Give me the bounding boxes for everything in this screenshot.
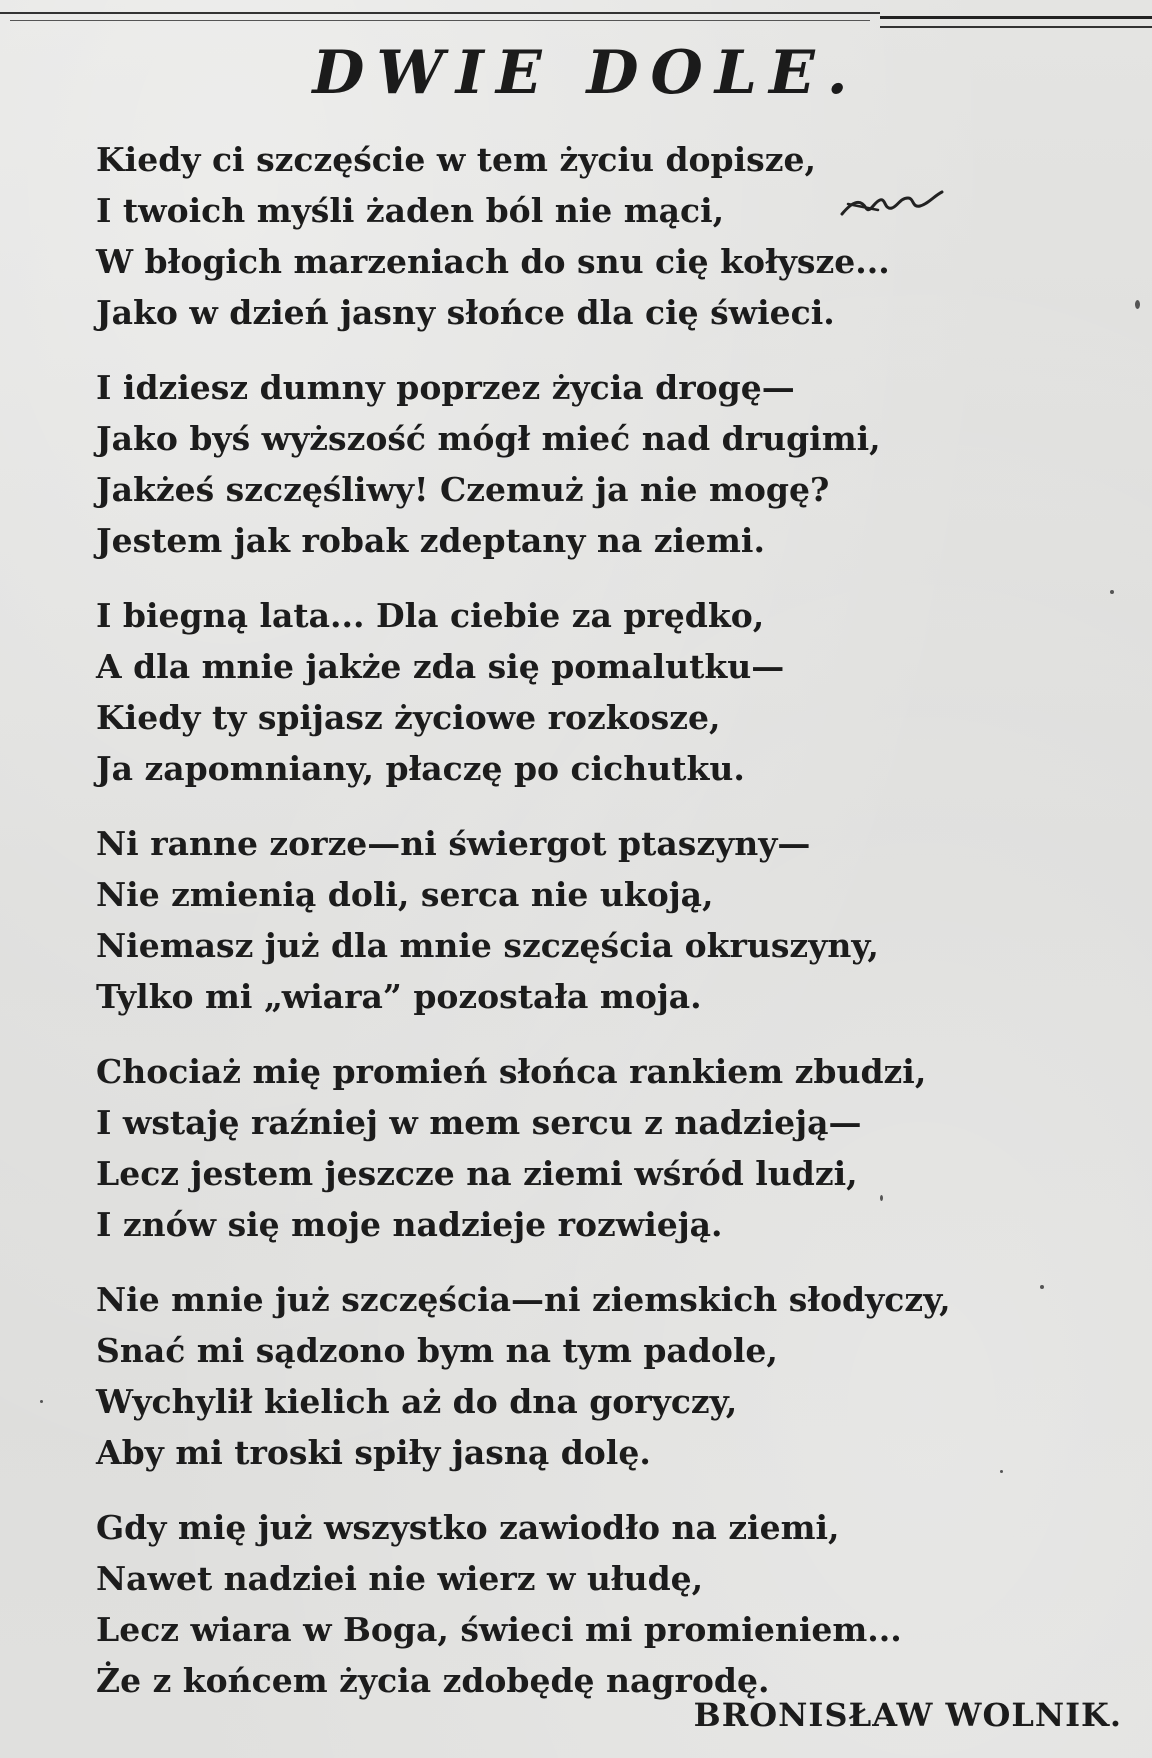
stanza <box>96 1046 1116 1250</box>
stanza <box>96 134 1116 338</box>
poem-line: Że z końcem życia zdobędę nagrodę. <box>96 1661 770 1700</box>
top-rule <box>0 12 880 14</box>
column-rule <box>880 16 1152 19</box>
stanza <box>96 1274 1116 1478</box>
print-speck <box>1040 1285 1044 1289</box>
poem-line: Lecz wiara w Boga, świeci mi promieniem... <box>96 1610 902 1649</box>
poem-line: Ni ranne zorze—ni świergot ptaszyny— <box>96 824 811 863</box>
poem-line: Jestem jak robak zdeptany na ziemi. <box>96 521 765 560</box>
poem-line: Wychylił kielich aż do dna goryczy, <box>96 1382 738 1421</box>
poem-line: Chociaż mię promień słońca rankiem zbudzi, <box>96 1052 927 1091</box>
author-signature: BRONISŁAW WOLNIK. <box>693 1696 1122 1734</box>
poem-line: A dla mnie jakże zda się pomalutku— <box>96 647 785 686</box>
poem-line: W błogich marzeniach do snu cię kołysze... <box>96 242 890 281</box>
poem-line: Nie zmienią doli, serca nie ukoją, <box>96 875 714 914</box>
poem-line: I wstaję raźniej w mem sercu z nadzieją— <box>96 1103 862 1142</box>
poem-line: Ja zapomniany, płaczę po cichutku. <box>96 749 745 788</box>
stanza <box>96 1502 1116 1706</box>
poem-line: Jakżeś szczęśliwy! Czemuż ja nie mogę? <box>96 470 830 509</box>
column-rule-thin <box>880 26 1152 28</box>
poem-line: Nie mnie już szczęścia—ni ziemskich słodyczy, <box>96 1280 951 1319</box>
poem-line: Lecz jestem jeszcze na ziemi wśród ludzi, <box>96 1154 858 1193</box>
poem-title: DWIE DOLE. <box>312 38 860 108</box>
print-speck <box>1110 590 1114 594</box>
print-speck <box>1000 1470 1003 1473</box>
stanza <box>96 590 1116 794</box>
print-speck <box>880 1195 883 1201</box>
poem-line: Snać mi sądzono bym na tym padole, <box>96 1331 778 1370</box>
poem-body <box>96 134 1116 1730</box>
poem-line: Tylko mi „wiara” pozostała moja. <box>96 977 702 1016</box>
poem-line: I znów się moje nadzieje rozwieją. <box>96 1205 723 1244</box>
top-rule-thin <box>10 20 870 21</box>
poem-line: Niemasz już dla mnie szczęścia okruszyny, <box>96 926 879 965</box>
stanza <box>96 818 1116 1022</box>
poem-line: Kiedy ci szczęście w tem życiu dopisze, <box>96 140 816 179</box>
poem-line: I idziesz dumny poprzez życia drogę— <box>96 368 795 407</box>
poem-line: Kiedy ty spijasz życiowe rozkosze, <box>96 698 721 737</box>
poem-line: Nawet nadziei nie wierz w ułudę, <box>96 1559 704 1598</box>
poem-line: Jako w dzień jasny słońce dla cię świeci. <box>96 293 835 332</box>
poem-line: I biegną lata... Dla ciebie za prędko, <box>96 596 765 635</box>
print-speck <box>1135 300 1140 309</box>
poem-line: Jako byś wyższość mógł mieć nad drugimi, <box>96 419 881 458</box>
poem-line: Aby mi troski spiły jasną dolę. <box>96 1433 651 1472</box>
poem-line: I twoich myśli żaden ból nie mąci, <box>96 191 725 230</box>
poem-line: Gdy mię już wszystko zawiodło na ziemi, <box>96 1508 840 1547</box>
print-speck <box>40 1400 43 1403</box>
stanza <box>96 362 1116 566</box>
